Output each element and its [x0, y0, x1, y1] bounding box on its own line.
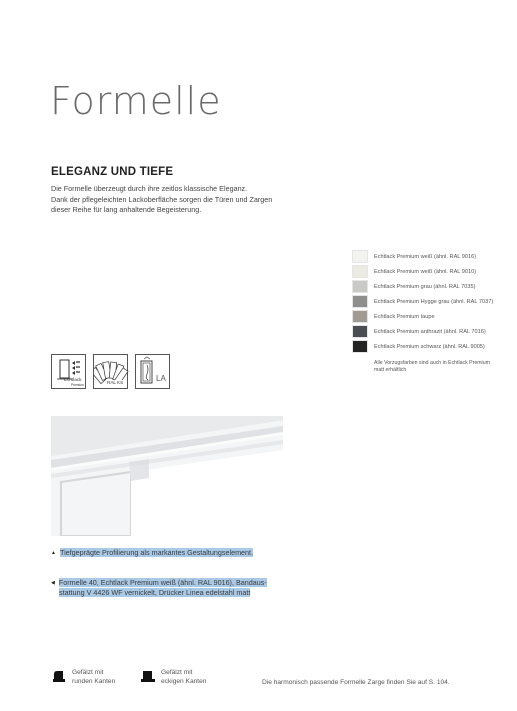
- door-la-icon: [135, 354, 170, 389]
- caption-product-line1: Formelle 40, Echtlack Premium weiß (ähnl. RAL 9016), Bandaus-: [58, 578, 267, 587]
- edge-square-line1: Gefälzt mit: [161, 669, 193, 676]
- la-label: LA: [156, 374, 166, 383]
- caption-product-line2: stattung V 4426 WF vernickelt, Drücker Linea edelstahl matt: [59, 588, 251, 597]
- color-swatch-label: Echtlack Premium anthrazit (ähnl. RAL 7016): [374, 328, 486, 335]
- square-edge-icon: [140, 669, 156, 683]
- section-body: [51, 184, 291, 216]
- edge-rounded-line1: Gefälzt mit: [72, 669, 104, 676]
- ral-label: RAL KS: [107, 380, 124, 385]
- triangle-up-icon: ▲: [51, 550, 56, 556]
- edge-square: [140, 669, 206, 686]
- color-swatch: [352, 310, 368, 323]
- body-line: dieser Reihe für lang anhaltende Begeisterung.: [51, 205, 202, 214]
- color-swatch-row: [352, 309, 512, 324]
- color-swatch-row: [352, 264, 512, 279]
- echtlack-label: Echtlack: [64, 377, 82, 382]
- body-line: Die Formelle überzeugt durch ihre zeitlos klassische Eleganz.: [51, 184, 248, 193]
- rounded-edge-icon: [51, 669, 67, 683]
- edge-rounded-line2: runden Kanten: [72, 677, 116, 685]
- echtlack-premium-icon: [51, 354, 86, 389]
- ral-color-fan-icon: [93, 354, 128, 389]
- colors-note: Alle Vorzugsfarben sind auch in Echtlack Premium matt erhältlich: [374, 360, 490, 373]
- echtlack-sub-label: Premium: [71, 383, 84, 387]
- color-swatch: [352, 250, 368, 263]
- edge-rounded-text: [72, 669, 115, 686]
- caption-profile: [51, 548, 253, 558]
- footnote: Die harmonisch passende Formelle Zarge finden Sie auf S. 104.: [262, 679, 450, 686]
- color-swatch: [352, 265, 368, 278]
- section-heading: ELEGANZ UND TIEFE: [51, 166, 174, 178]
- edge-rounded: [51, 669, 115, 686]
- color-swatch: [352, 295, 368, 308]
- color-swatch-row: [352, 294, 512, 309]
- color-swatch-label: Echtlack Premium weiß (ähnl. RAL 9010): [374, 268, 477, 275]
- color-swatch-list: [352, 249, 512, 374]
- color-swatch-label: Echtlack Premium Hygge grau (ähnl. RAL 7037): [374, 298, 494, 305]
- color-swatch-row: [352, 249, 512, 264]
- color-swatch: [352, 340, 368, 353]
- color-swatch-row: [352, 279, 512, 294]
- color-swatch-row: [352, 324, 512, 339]
- triangle-left-icon: ◀: [51, 580, 55, 586]
- color-swatch-label: Echtlack Premium weiß (ähnl. RAL 9016): [374, 253, 477, 260]
- door-detail-photo: [51, 416, 283, 536]
- body-line: Dank der pflegeleichten Lackoberfläche sorgen die Türen und Zargen: [51, 194, 273, 204]
- color-swatch-row: [352, 339, 512, 354]
- edge-square-line2: eckigen Kanten: [161, 677, 207, 685]
- feature-icons: [51, 354, 170, 389]
- color-swatch-label: Echtlack Premium schwarz (ähnl. RAL 9005): [374, 343, 485, 350]
- caption-profile-text: Tiefgeprägte Profilierung als markantes Gestaltungselement.: [59, 548, 254, 557]
- color-swatch: [352, 280, 368, 293]
- page-title: Formelle: [50, 79, 222, 123]
- color-swatch: [352, 325, 368, 338]
- edge-square-text: [161, 669, 206, 686]
- color-swatch-label: Echtlack Premium taupe: [374, 313, 435, 320]
- color-swatch-label: Echtlack Premium grau (ähnl. RAL 7035): [374, 283, 476, 290]
- caption-product: [51, 578, 283, 598]
